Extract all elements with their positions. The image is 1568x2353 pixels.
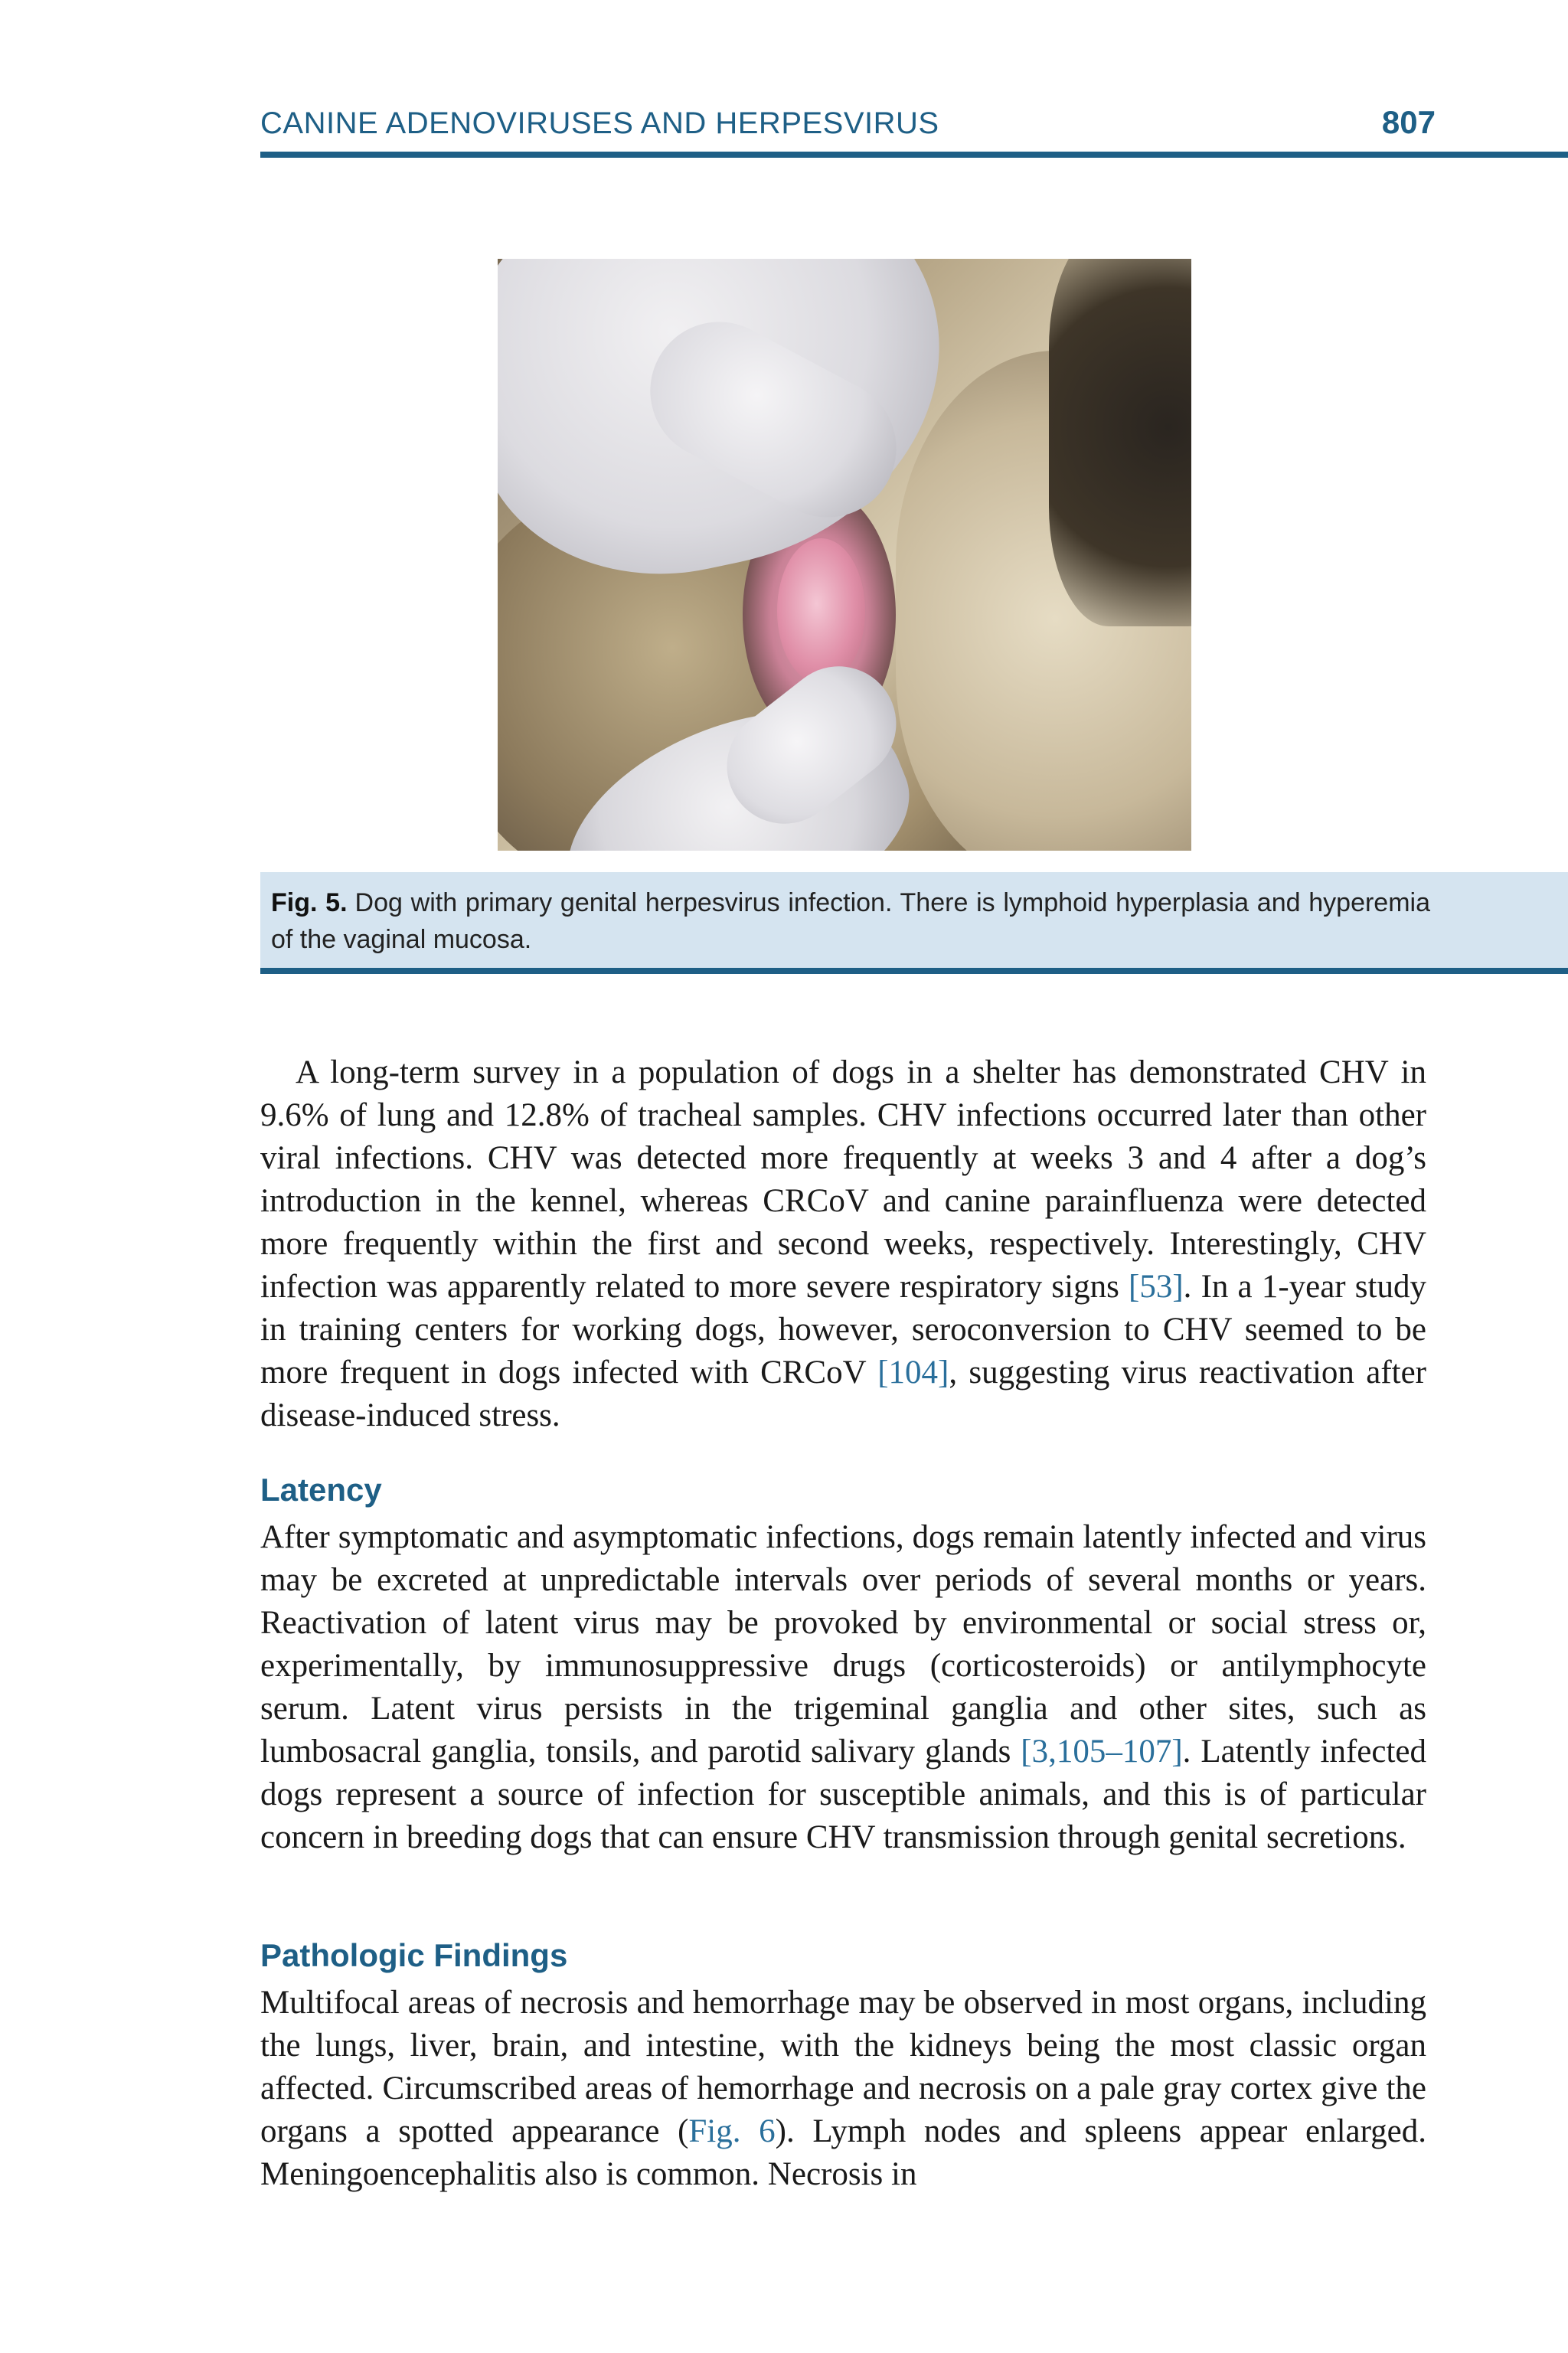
paragraph-text: Multifocal areas of necrosis and hemorrhage may be observed in most organs, including the lungs, liver, brain, and intestine, with the kidneys being the most classic organ affected. Circumscribed areas of hemorrhage and necrosis on a pale gray cortex give the organs a spotted appearance ( [260,1985,1426,2149]
figure-label: Fig. 5. [271,888,348,917]
dark-fur-patch [1049,259,1191,626]
running-head [260,98,1436,141]
paragraph-text: A long-term survey in a population of dogs in a shelter has demonstrated CHV in 9.6% of lung and 12.8% of tracheal samples. CHV infections occurred later than other viral infections. CHV was detected more frequently at weeks 3 and 4 after a dog’s introduction in the kennel, whereas CRCoV and canine parainfluenza were detected more frequently within the first and second weeks, respectively. Interestingly, CHV infection was apparently related to more severe respiratory signs [260,1054,1426,1305]
paragraph-pathologic-findings [260,1982,1426,2196]
paragraph-text: . Latently infected dogs represent a source of infection for susceptible animals, and this is of particular concern in breeding dogs that can ensure CHV transmission through genital secretions. [260,1734,1427,1855]
paragraph-text: After symptomatic and asymptomatic infections, dogs remain latently infected and virus may be excreted at unpredictable intervals over periods of several months or years. Reactivation of latent virus may be provoked by environmental or social stress or, experimentally, by immunosuppressive drugs (corticosteroids) or antilymphocyte serum. Latent virus persists in the trigeminal ganglia and other sites, such as lumbosacral ganglia, tonsils, and parotid salivary glands [260,1519,1426,1770]
running-title: CANINE ADENOVIRUSES AND HERPESVIRUS [260,106,939,140]
figure-caption [271,884,1430,958]
paragraph-text: ). Lymph nodes and spleens appear enlarged. Meningoencephalitis also is common. Necrosis in [260,2113,1426,2192]
paragraph-latency [260,1516,1426,1859]
figure-caption-text: Dog with primary genital herpesvirus infection. There is lymphoid hyperplasia and hyperemia of the vaginal mucosa. [271,888,1431,954]
paragraph-text: , suggesting virus reactivation after disease-induced stress. [260,1355,1426,1433]
header-rule [260,152,1568,158]
reference-link[interactable]: [3,105–107] [1021,1734,1183,1770]
reference-link[interactable]: [53] [1129,1269,1184,1305]
reference-link[interactable]: [104] [877,1355,949,1391]
page-number: 807 [1381,104,1436,140]
vaginal-mucosa [777,538,865,684]
figure-reference-link[interactable]: Fig. 6 [688,2113,776,2149]
section-heading-pathologic-findings: Pathologic Findings [260,1937,568,1973]
paragraph-survey [260,1051,1426,1437]
caption-rule [260,968,1568,974]
paragraph-text: . In a 1-year study in training centers for working dogs, however, seroconversion to CHV seemed to be more frequent in dogs infected with CRCoV [260,1269,1426,1391]
figure-photo [498,259,1191,851]
section-heading-latency: Latency [260,1472,382,1508]
figure-caption-box [260,872,1568,968]
